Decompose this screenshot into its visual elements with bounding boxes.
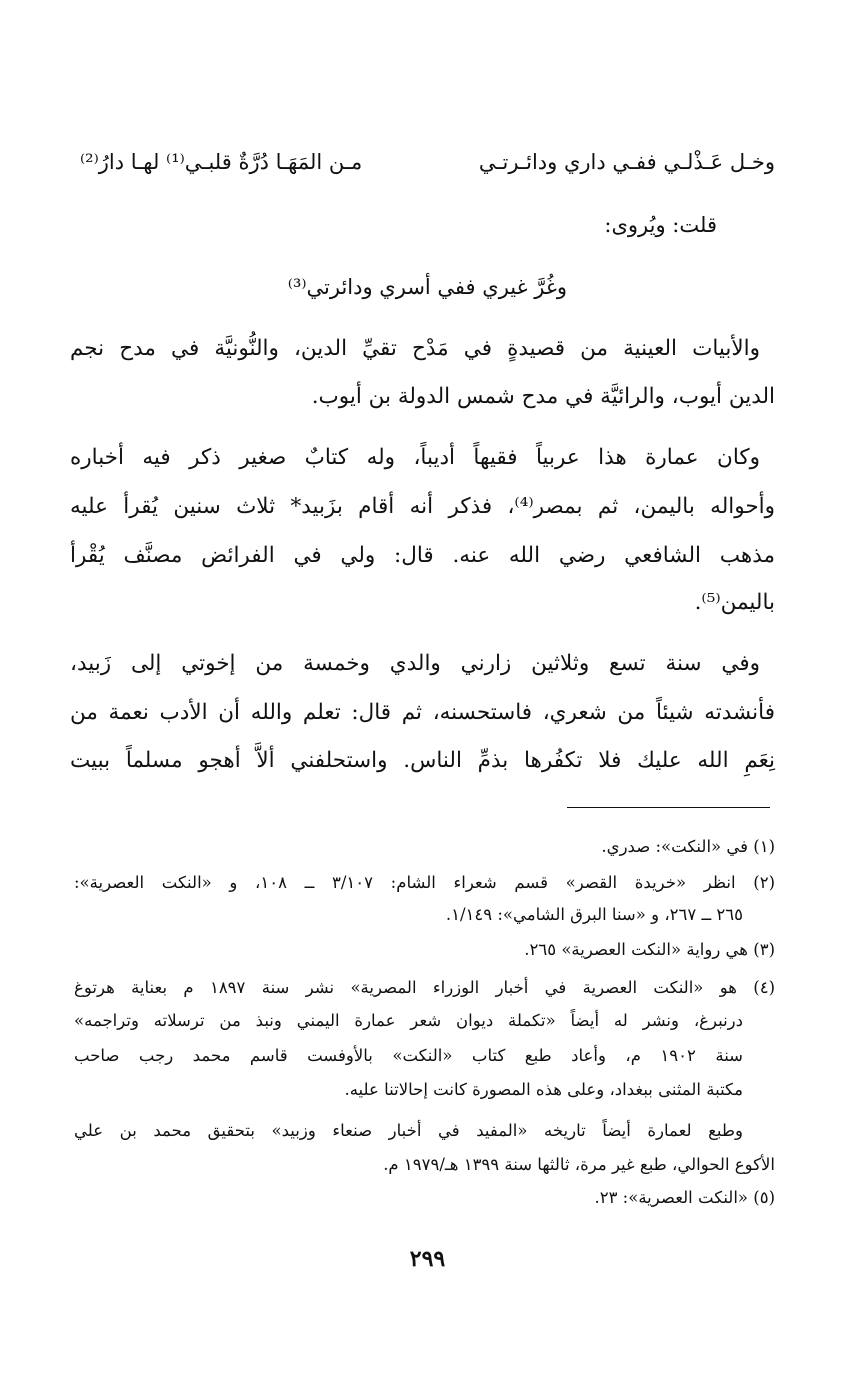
poem-line1-first-hemistich: وخـل عَـذْلـي ففـي داري ودائـرتـي [478,150,775,174]
footnote-4-continuation: الأكوع الحوالي، طبع غير مرة، ثالثها سنة ١٣٩٩ هـ/١٩٧٩ م. [383,1155,775,1174]
variant-note-label: قلت: ويُروى: [604,213,717,237]
footnote-4-line: درنبرغ، ونشر له أيضاً «تكملة ديوان شعر عمارة اليمني ونبذ من ترسلاته وتراجمه» [74,1011,743,1030]
paragraph-line: وفي سنة تسع وثلاثين زارني والدي وخمسة من إخوتي إلى زَبيد، [70,651,760,676]
paragraph-line: مذهب الشافعي رضي الله عنه. قال: ولي في الفرائض مصنَّف يُقْرأ [70,543,775,568]
poem-variant-line: وغُرَّ غيري ففي أسري ودائرتي⁽³⁾ [287,275,567,299]
footnote-5: (٥) «النكت العصرية»: ٢٣. [594,1188,775,1207]
footnote-4-continuation: وطبع لعمارة أيضاً تاريخه «المفيد في أخبار صنعاء وزبيد» بتحقيق محمد بن علي [74,1121,743,1140]
footnote-3: (٣) هي رواية «النكت العصرية» ٢٦٥. [524,940,775,959]
paragraph-line: نِعَمِ الله عليك فلا تكفُرها بذمِّ الناس. واستحلفني ألاَّ أهجو مسلماً ببيت [70,748,775,773]
paragraph-line: فأنشدته شيئاً من شعري، فاستحسنه، ثم قال: تعلم والله أن الأدب نعمة من [70,700,775,725]
footnote-2-line: (٢) انظر «خريدة القصر» قسم شعراء الشام: ٣/١٠٧ ــ ١٠٨، و «النكت العصرية»: [74,873,775,892]
poem-line1-second-hemistich: مـن المَهَـا دُرَّةٌ قلبـي⁽¹⁾ لهـا دارُ⁽²⁾ [80,150,363,174]
page-number: ٢٩٩ [409,1246,446,1272]
footnote-separator [567,807,770,808]
paragraph-line: وأحواله باليمن، ثم بمصر⁽⁴⁾، فذكر أنه أقام بزَبيد* ثلاث سنين يُقرأ عليه [70,494,775,519]
footnote-2-line: ٢٦٥ ــ ٢٦٧، و «سنا البرق الشامي»: ١/١٤٩. [445,905,743,924]
footnote-4-line: مكتبة المثنى ببغداد، وعلى هذه المصورة كانت إحالاتنا عليه. [344,1080,743,1099]
footnote-4-line: (٤) هو «النكت العصرية في أخبار الوزراء المصرية» نشر سنة ١٨٩٧ م بعناية هرتوغ [74,978,775,997]
paragraph-line: وكان عمارة هذا عربياً فقيهاً أديباً، وله كتابٌ صغير ذكر فيه أخباره [70,445,760,470]
paragraph-line: الدين أيوب، والرائيَّة في مدح شمس الدولة بن أيوب. [311,384,775,409]
footnote-4-line: سنة ١٩٠٢ م، وأعاد طبع كتاب «النكت» بالأوفست قاسم محمد رجب صاحب [74,1046,743,1065]
footnote-1: (١) في «النكت»: صدري. [601,837,775,856]
paragraph-line: والأبيات العينية من قصيدةٍ في مَدْح تقيِّ الدين، والنُّونيَّة في مدح نجم [70,336,760,361]
paragraph-line: باليمن⁽⁵⁾. [694,590,775,615]
